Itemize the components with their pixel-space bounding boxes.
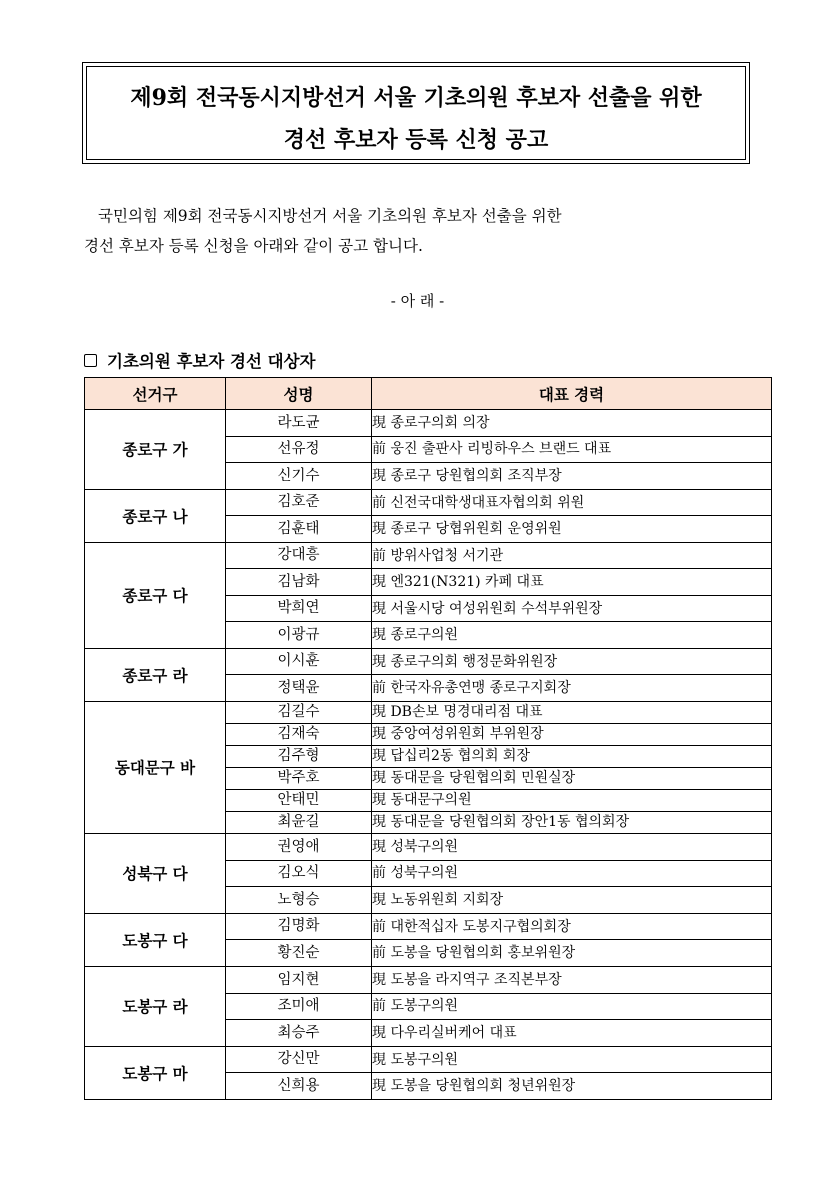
table-row [85,833,772,860]
table-body [85,410,772,1100]
candidate-career-cell: 前 도봉을 당원협의회 홍보위원장 [372,940,772,967]
table-row [85,701,772,723]
intro-line-1: 국민의힘 제9회 전국동시지방선거 서울 기초의원 후보자 선출을 위한 [98,207,562,225]
title-box [82,62,750,164]
candidate-name-cell: 이시훈 [226,648,372,675]
title-line-1: 제9회 전국동시지방선거 서울 기초의원 후보자 선출을 위한 [130,85,702,111]
candidate-name-cell: 신기수 [226,463,372,490]
table-row [85,913,772,940]
candidate-career-cell: 前 신전국대학생대표자협의회 위원 [372,489,772,516]
section-title: 기초의원 후보자 경선 대상자 [107,352,316,371]
candidate-career-cell: 現 중앙여성위원회 부위원장 [372,723,772,745]
candidate-career-cell: 前 도봉구의원 [372,993,772,1020]
candidate-name-cell: 김훈태 [226,516,372,543]
candidate-career-cell: 現 종로구의원 [372,622,772,649]
table-row [85,410,772,437]
section-heading [84,348,316,372]
table-row [85,489,772,516]
candidate-name-cell: 라도균 [226,410,372,437]
district-cell: 종로구 나 [85,489,226,542]
candidate-name-cell: 김오식 [226,860,372,887]
candidate-career-cell: 現 도봉을 라지역구 조직본부장 [372,966,772,993]
candidate-name-cell: 임지현 [226,966,372,993]
candidate-name-cell: 정택윤 [226,675,372,702]
intro-line-2: 경선 후보자 등록 신청을 아래와 같이 공고 합니다. [84,237,423,255]
candidate-name-cell: 김주형 [226,745,372,767]
candidate-name-cell: 노형승 [226,887,372,914]
district-cell: 종로구 가 [85,410,226,490]
header-district: 선거구 [85,378,226,410]
candidate-career-cell: 現 종로구 당원협의회 조직부장 [372,463,772,490]
checkbox-icon [84,354,97,367]
candidate-name-cell: 조미애 [226,993,372,1020]
candidate-name-cell: 김명화 [226,913,372,940]
candidate-career-cell: 現 종로구의회 의장 [372,410,772,437]
candidate-career-cell: 前 한국자유총연맹 종로구지회장 [372,675,772,702]
title-line-2: 경선 후보자 등록 신청 공고 [283,127,549,153]
district-cell: 성북구 다 [85,833,226,913]
candidate-name-cell: 신희용 [226,1073,372,1100]
district-cell: 도봉구 마 [85,1046,226,1099]
candidate-name-cell: 김남화 [226,569,372,596]
district-cell: 도봉구 라 [85,966,226,1046]
header-name: 성명 [226,378,372,410]
candidates-table [84,377,772,1100]
candidate-name-cell: 선유정 [226,436,372,463]
table-row [85,1046,772,1073]
candidate-name-cell: 이광규 [226,622,372,649]
candidate-career-cell: 現 DB손보 명경대리점 대표 [372,701,772,723]
candidate-career-cell: 前 웅진 출판사 리빙하우스 브랜드 대표 [372,436,772,463]
candidate-career-cell: 現 서울시당 여성위원회 수석부위원장 [372,595,772,622]
candidate-name-cell: 최승주 [226,1020,372,1047]
candidate-career-cell: 現 엔321(N321) 카페 대표 [372,569,772,596]
table-row [85,648,772,675]
candidate-name-cell: 강대흥 [226,542,372,569]
header-career: 대표 경력 [372,378,772,410]
district-cell: 동대문구 바 [85,701,226,833]
candidate-name-cell: 박주호 [226,767,372,789]
candidate-name-cell: 강신만 [226,1046,372,1073]
candidate-career-cell: 前 성북구의원 [372,860,772,887]
district-cell: 종로구 다 [85,542,226,648]
candidate-career-cell: 現 성북구의원 [372,833,772,860]
district-cell: 종로구 라 [85,648,226,701]
candidate-career-cell: 現 동대문을 당원협의회 장안1동 협의회장 [372,811,772,833]
candidate-name-cell: 안태민 [226,789,372,811]
candidate-career-cell: 現 동대문구의원 [372,789,772,811]
candidate-career-cell: 現 노동위원회 지회장 [372,887,772,914]
title-inner-border [86,66,746,160]
candidate-name-cell: 권영애 [226,833,372,860]
candidate-career-cell: 現 종로구 당협위원회 운영위원 [372,516,772,543]
candidate-name-cell: 김호준 [226,489,372,516]
candidate-career-cell: 現 종로구의회 행정문화위원장 [372,648,772,675]
candidate-career-cell: 現 도봉을 당원협의회 청년위원장 [372,1073,772,1100]
candidate-name-cell: 박희연 [226,595,372,622]
table-row [85,966,772,993]
candidate-name-cell: 김길수 [226,701,372,723]
candidate-career-cell: 前 방위사업청 서기관 [372,542,772,569]
district-cell: 도봉구 다 [85,913,226,966]
candidate-career-cell: 現 답십리2동 협의회 회장 [372,745,772,767]
table-row [85,542,772,569]
candidate-name-cell: 황진순 [226,940,372,967]
ahrae-heading: - 아 래 - [390,292,445,310]
candidate-career-cell: 現 도봉구의원 [372,1046,772,1073]
candidate-name-cell: 김재숙 [226,723,372,745]
table-header-row [85,378,772,410]
candidate-career-cell: 現 다우리실버케어 대표 [372,1020,772,1047]
candidate-career-cell: 現 동대문을 당원협의회 민원실장 [372,767,772,789]
candidate-name-cell: 최윤길 [226,811,372,833]
candidate-career-cell: 前 대한적십자 도봉지구협의회장 [372,913,772,940]
